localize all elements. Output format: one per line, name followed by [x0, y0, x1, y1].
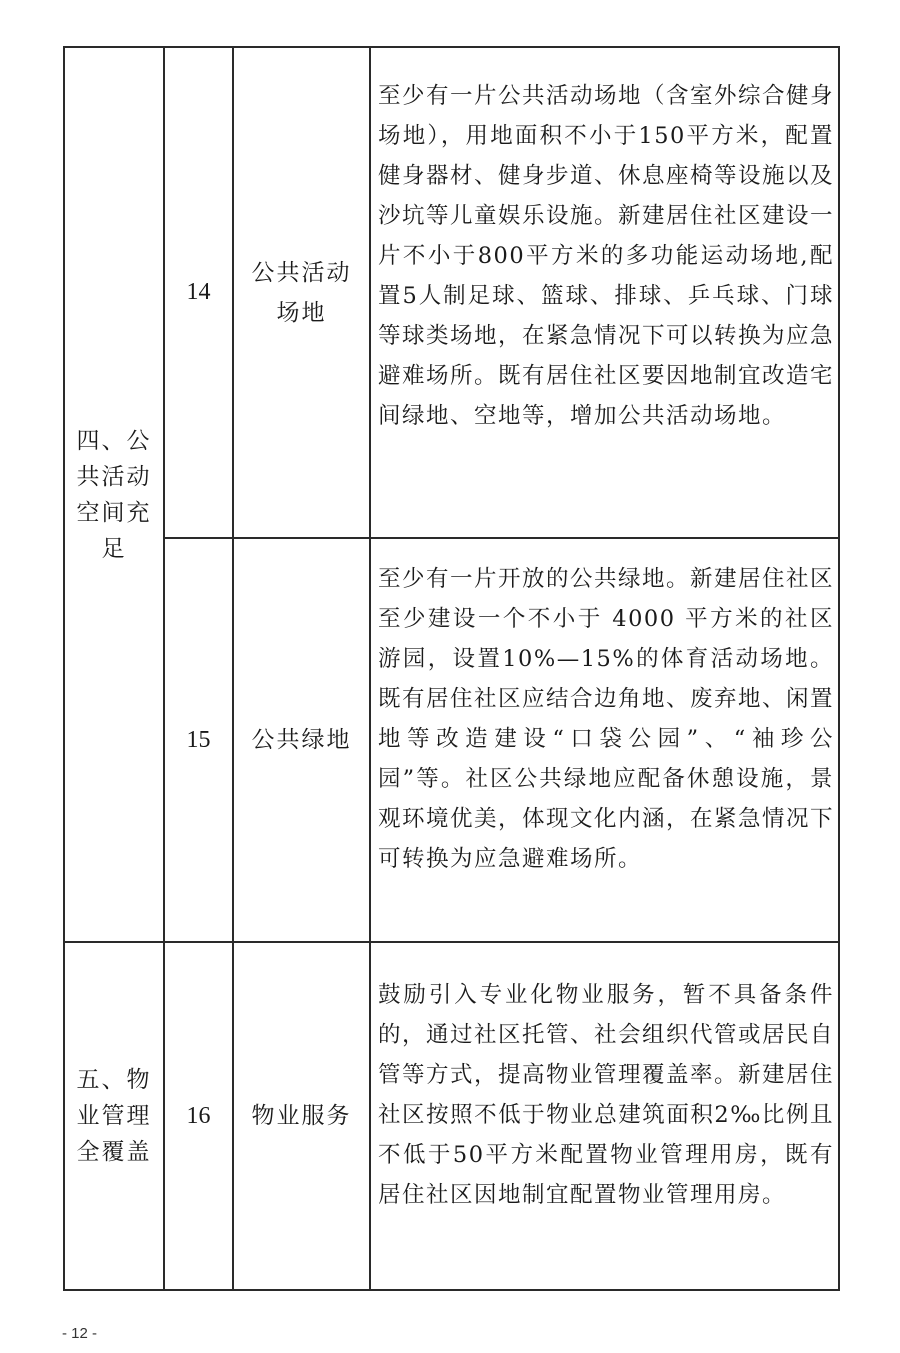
item-name-cell [233, 538, 370, 942]
item-number: 14 [164, 47, 233, 538]
category-line: 空间充 [76, 499, 152, 526]
category-cell-public-activity [64, 47, 164, 942]
item-number: 15 [164, 538, 233, 942]
category-line: 全覆盖 [76, 1139, 152, 1165]
category-cell-property-management [64, 942, 164, 1290]
standards-table [63, 46, 840, 1291]
table-row [64, 942, 839, 1290]
item-name-line: 场地 [276, 299, 327, 326]
category-line: 足 [101, 535, 127, 562]
table-row [64, 538, 839, 942]
category-line: 业管理 [76, 1103, 152, 1129]
item-name-line: 物业服务 [251, 1103, 352, 1129]
item-name-cell [233, 47, 370, 538]
item-name-cell [233, 942, 370, 1290]
category-line: 共活动 [76, 463, 152, 490]
table-row [64, 47, 839, 538]
item-description: 至少有一片开放的公共绿地。新建居住社区至少建设一个不小于 4000 平方米的社区游园，设置10%—15%的体育活动场地。既有居住社区应结合边角地、废弃地、闲置地等改造建设“口袋公园”、“袖珍公园”等。社区公共绿地应配备休憩设施，景观环境优美，体现文化内涵，在紧急情况下可转换为应急避难场所。 [370, 538, 839, 942]
category-line: 四、公 [76, 427, 152, 454]
item-name-line: 公共绿地 [251, 727, 352, 753]
item-description: 至少有一片公共活动场地（含室外综合健身场地），用地面积不小于150平方米，配置健身器材、健身步道、休息座椅等设施以及沙坑等儿童娱乐设施。新建居住社区建设一片不小于800平方米的多功能运动场地,配置5人制足球、篮球、排球、乒乓球、门球等球类场地，在紧急情况下可以转换为应急避难场所。既有居住社区要因地制宜改造宅间绿地、空地等，增加公共活动场地。 [370, 47, 839, 538]
item-description: 鼓励引入专业化物业服务，暂不具备条件的，通过社区托管、社会组织代管或居民自管等方式，提高物业管理覆盖率。新建居住社区按照不低于物业总建筑面积2‰比例且不低于50平方米配置物业管理用房，既有居住社区因地制宜配置物业管理用房。 [370, 942, 839, 1290]
item-name-line: 公共活动 [251, 259, 352, 286]
category-line: 五、物 [76, 1067, 152, 1093]
item-number: 16 [164, 942, 233, 1290]
page-number: - 12 - [62, 1325, 98, 1342]
